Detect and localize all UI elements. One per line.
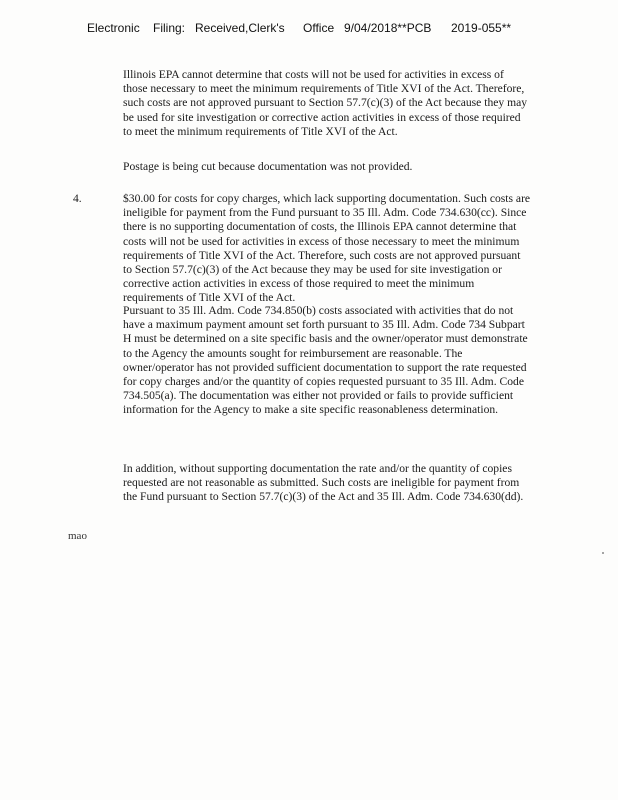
filing-stamp-header — [0, 21, 618, 37]
scan-speck — [602, 552, 604, 554]
header-date: 9/04/2018**PCB — [344, 21, 432, 35]
item-number: 4. — [73, 192, 82, 205]
header-case-number: 2019-055** — [451, 21, 512, 35]
header-office: Office — [303, 21, 335, 35]
paragraph-title-xvi-costs: Illinois EPA cannot determine that costs will not be used for activities in excess of those necessary to meet the minimum requirements of Title XVI of the Act. Therefore, such costs are not approved pursuant to Section 57.7(c)(3) of the Act because they may be used for site investigation or corrective action activities in excess of those required to meet the minimum requirements of Title XVI of the Act. — [123, 68, 528, 138]
header-electronic: Electronic — [87, 21, 140, 35]
paragraph-copy-charges: $30.00 for costs for copy charges, which lack supporting documentation. Such costs are ineligible for payment from the Fund pursuant to 35 Ill. Adm. Code 734.630(cc). Since there is no supporting documentation of costs, the Illinois EPA cannot determine that costs will not be used for activities in excess of those necessary to meet the minimum requirements of Title XVI of the Act. Therefore, such costs are not approved pursuant to Section 57.7(c)(3) of the Act because they may be used for site investigation or corrective action activities in excess of those required to meet the minimum requirements of Title XVI of the Act. — [123, 192, 531, 305]
paragraph-ineligible: In addition, without supporting documentation the rate and/or the quantity of copies requested are not reasonable as submitted. Such costs are ineligible for payment from the Fund pursuant to Section 57.7(c)(3) of the Act and 35 Ill. Adm. Code 734.630(dd). — [123, 462, 524, 504]
paragraph-postage: Postage is being cut because documentation was not provided. — [123, 160, 413, 173]
header-received: Received,Clerk's — [195, 21, 285, 35]
paragraph-reasonableness: Pursuant to 35 Ill. Adm. Code 734.850(b) costs associated with activities that do not have a maximum payment amount set forth pursuant to 35 Ill. Adm. Code 734 Subpart H must be determined on a site specific basis and the owner/operator must demonstrate to the Agency the amounts sought for reimbursement are reasonable. The owner/operator has not provided sufficient documentation to support the rate requested for copy charges and/or the quantity of copies requested pursuant to 35 Ill. Adm. Code 734.505(a). The documentation was either not provided or fails to provide sufficient information for the Agency to make a site specific reasonableness determination. — [123, 304, 528, 417]
header-filing: Filing: — [153, 21, 186, 35]
typist-initials: mao — [68, 530, 87, 542]
